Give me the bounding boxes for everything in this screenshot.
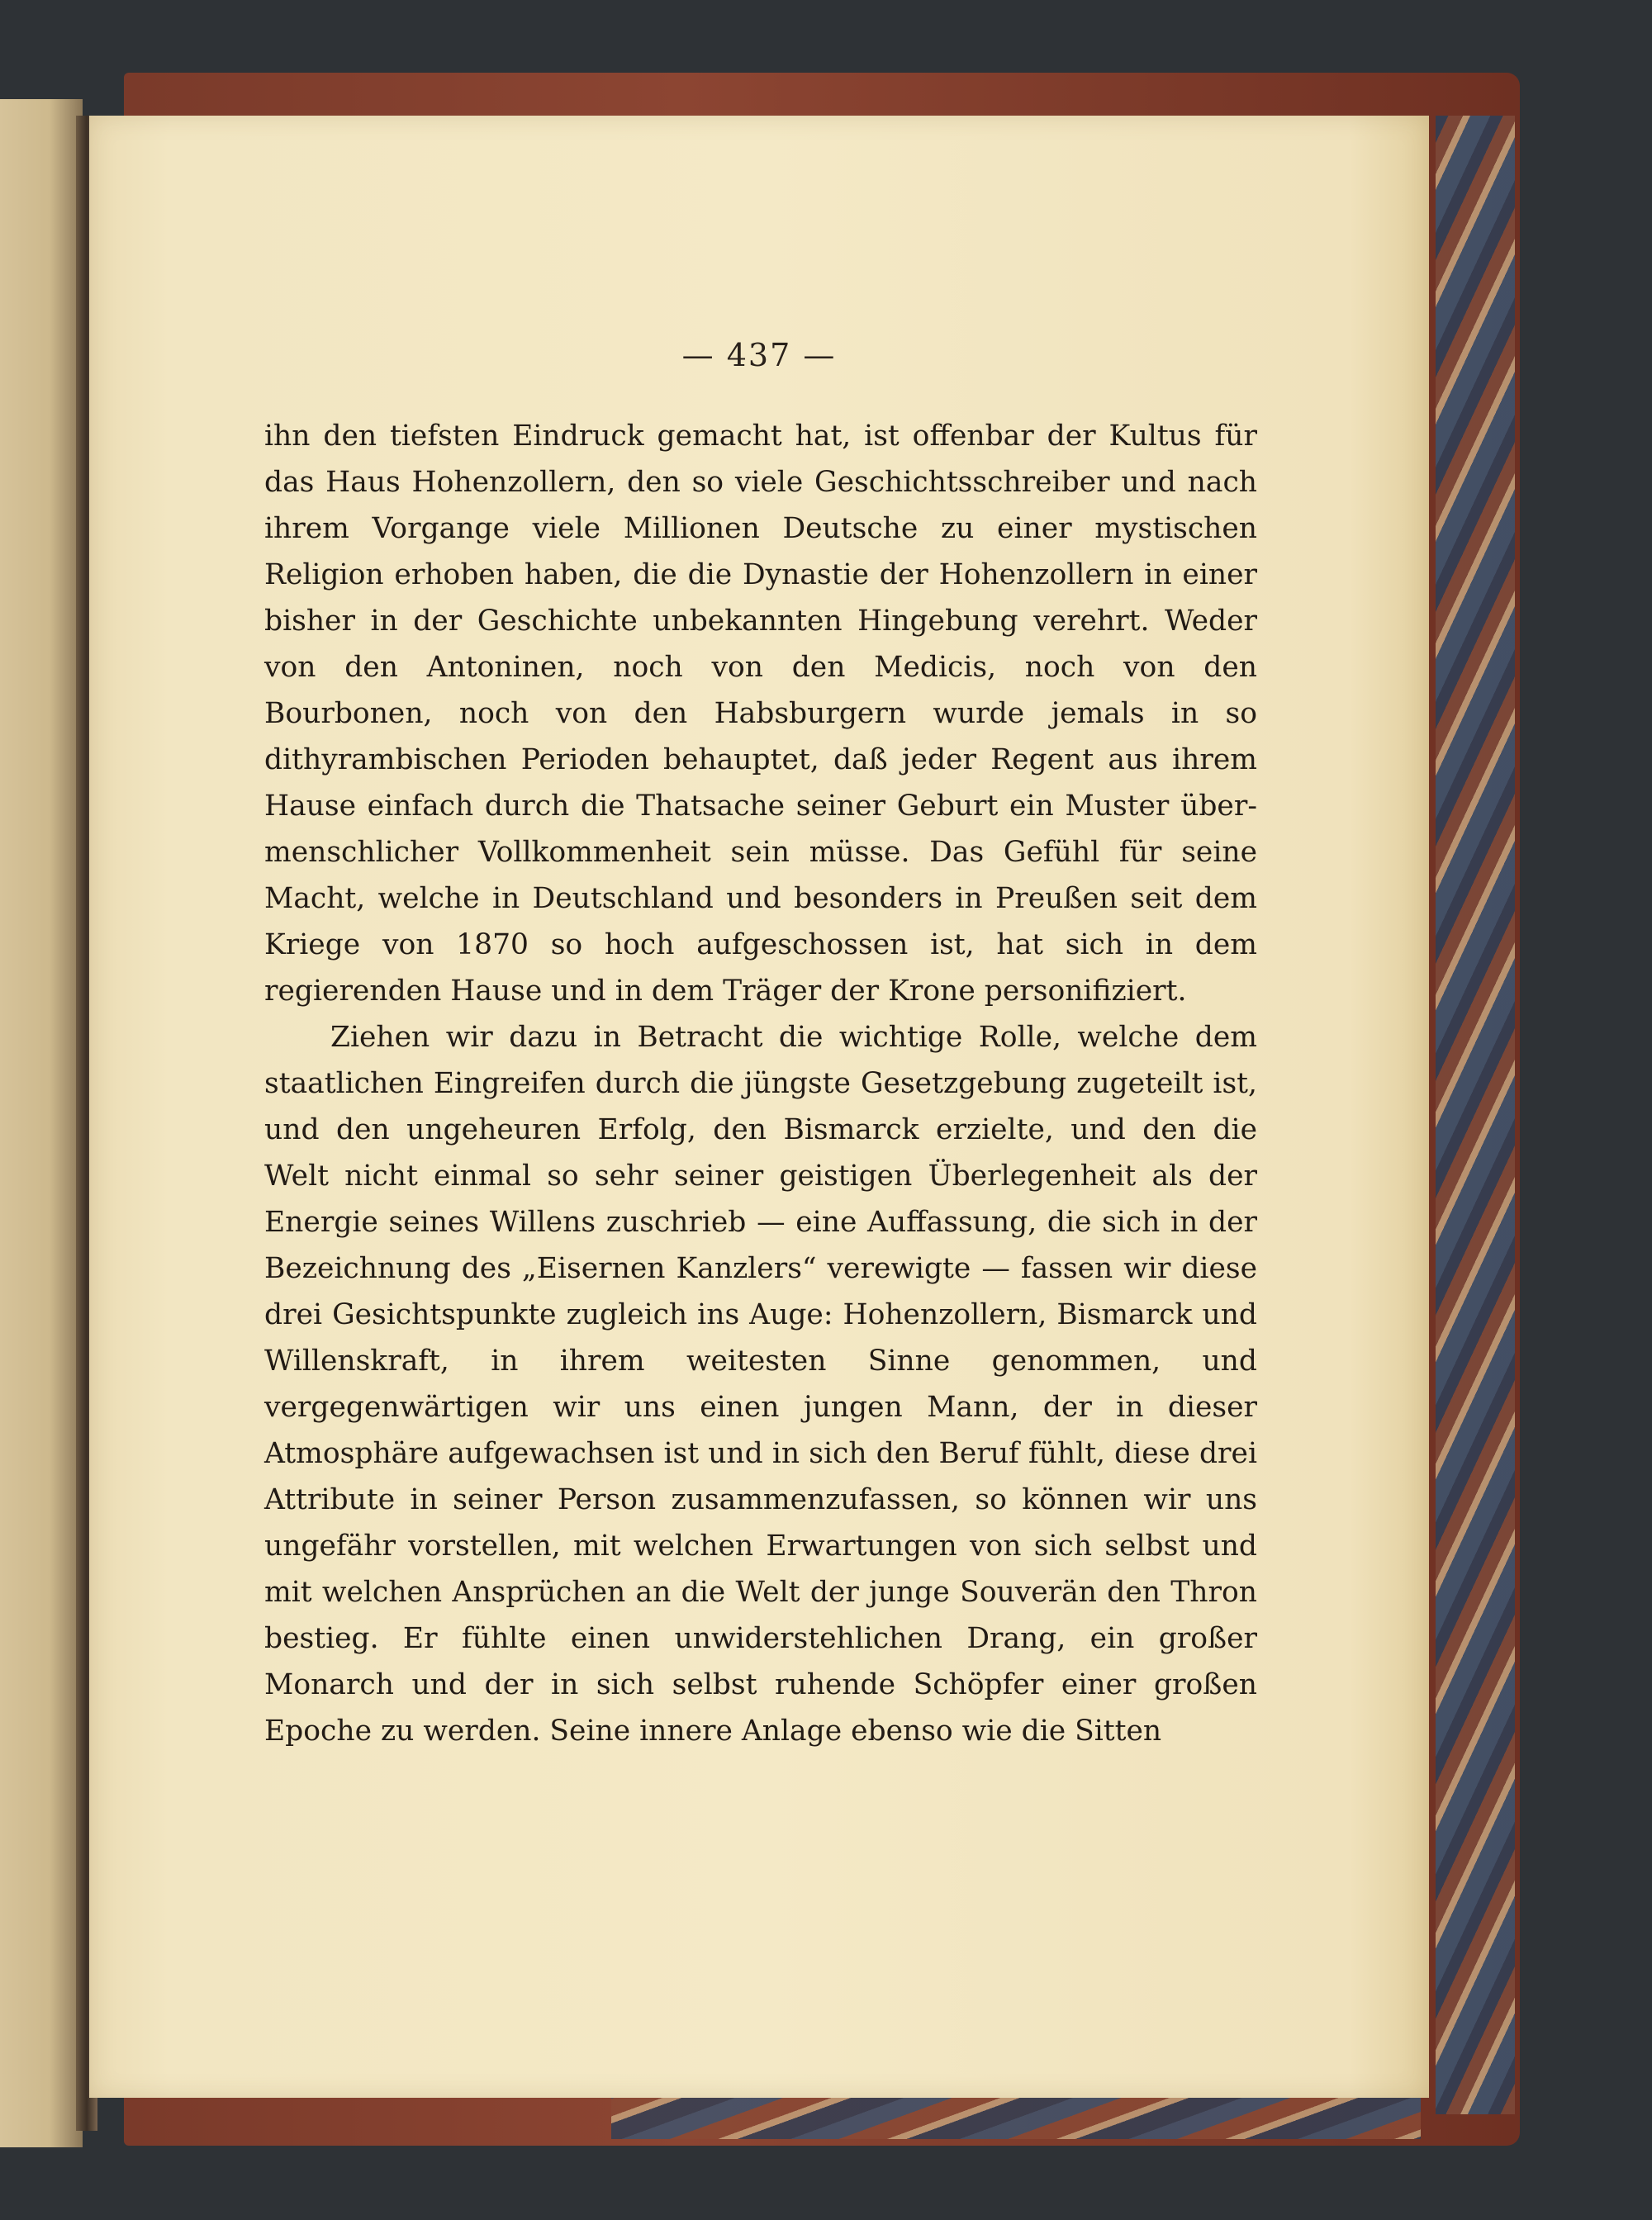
paragraph-1: ihn den tiefsten Eindruck gemacht hat, ist offenbar der Kultus für das Haus Hohenzollern, den so viele Geschichtsschreiber und nach ihrem Vorgange viele Millionen Deutsche zu einer mystischen Religion erhoben haben, die die Dynastie der Hohenzollern in einer bisher in der Geschichte unbekannten Hingebung verehrt. Weder von den Antoninen, noch von den Medicis, noch von den Bourbonen, noch von den Habsburgern wurde jemals in so dithyrambischen Perioden behauptet, daß jeder Regent aus ihrem Hause einfach durch die Thatsache seiner Geburt ein Muster übermenschlicher Vollkommenheit sein müsse. Das Gefühl für seine Macht, welche in Deutschland und besonders in Preußen seit dem Kriege von 1870 so hoch aufgeschossen ist, hat sich in dem regierenden Hause und in dem Träger der Krone personifiziert. [264,420,1257,1008]
page-number: — 437 — [681,337,837,373]
marbled-endpaper-right [1436,116,1515,2114]
book-page [89,116,1429,2098]
body-text [264,413,1257,1754]
paragraph-2: Ziehen wir dazu in Betracht die wichtige Rolle, welche dem staatlichen Eingreifen durch die jüngste Gesetzgebung zugeteilt ist, und den ungeheuren Erfolg, den Bismarck erzielte, und den die Welt nicht einmal so sehr seiner geistigen Überlegenheit als der Energie seines Willens zuschrieb — eine Auffassung, die sich in der Bezeichnung des „Eisernen Kanzlers“ verewigte — fassen wir diese drei Gesichtspunkte zugleich ins Auge: Hohenzollern, Bismarck und Willenskraft, in ihrem weitesten Sinne genommen, und vergegenwärtigen wir uns einen jungen Mann, der in dieser Atmosphäre aufgewachsen ist und in sich den Beruf fühlt, diese drei Attribute in seiner Person zusammenzufassen, so können wir uns ungefähr vorstellen, mit welchen Erwartungen von sich selbst und mit welchen Ansprüchen an die Welt der junge Souverän den Thron bestieg. Er fühlte einen unwiderstehlichen Drang, ein großer Monarch und der in sich selbst ruhende Schöpfer einer großen Epoche zu werden. Seine innere Anlage ebenso wie die Sitten [264,1021,1257,1748]
previous-page-edge [0,99,83,2147]
